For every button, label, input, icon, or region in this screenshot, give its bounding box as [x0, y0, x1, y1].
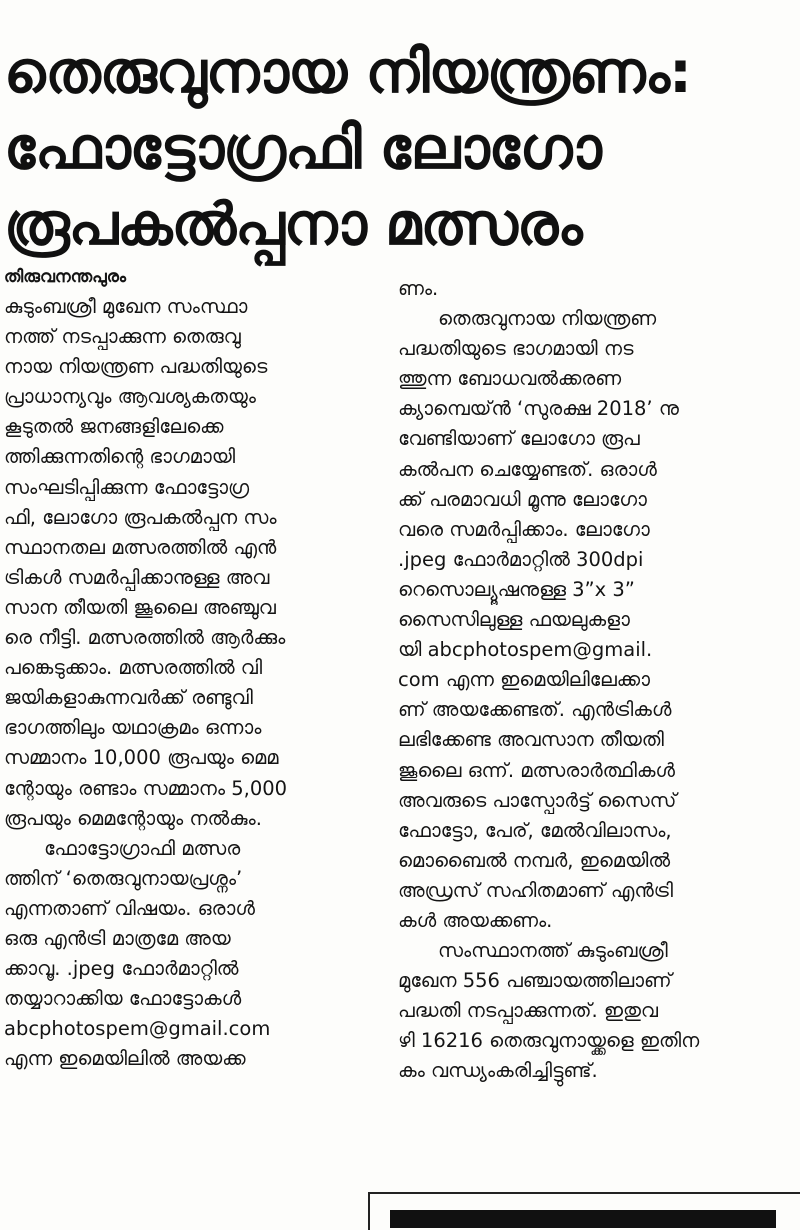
text-line: ഒരു എൻട്രി മാത്രമേ അയ — [4, 926, 231, 950]
text-line: ണ് അയക്കേണ്ടത്. എൻട്രികൾ — [398, 698, 672, 722]
headline-line-2: ഫോട്ടോഗ്രഫി ലോഗോ — [4, 114, 601, 182]
text-line: യി abcphotospem@gmail. — [398, 638, 653, 662]
text-line: ഫി, ലോഗോ രൂപകൽപ്പന സം — [4, 505, 277, 529]
text-line: രെ നീട്ടി. മത്സരത്തിൽ ആർക്കും — [4, 626, 286, 650]
text-line: സംസ്ഥാനത്ത് കുടുംബശ്രീ — [438, 939, 668, 963]
text-line: ഫോട്ടോ, പേര്, മേൽവിലാസം, — [398, 818, 672, 842]
text-line: സംഘടിപ്പിക്കുന്ന ഫോട്ടോഗ്ര — [4, 475, 250, 499]
text-line: സാന തീയതി ജൂലൈ അഞ്ചുവ — [4, 595, 276, 619]
text-line: com എന്ന ഇമെയിലിലേക്കാ — [398, 668, 650, 692]
headline-line-1: തെരുവുനായ നിയന്ത്രണം: — [4, 38, 692, 106]
text-line: സ്ഥാനതല മത്സരത്തിൽ എൻ — [4, 535, 277, 559]
text-line: എന്നതാണ് വിഷയം. ഒരാൾ — [4, 896, 255, 920]
text-line: വേണ്ടിയാണ് ലോഗോ രൂപ — [398, 427, 640, 451]
text-line: എന്ന ഇമെയിലിൽ അയക്ക — [4, 1047, 246, 1071]
text-line: പങ്കെടുക്കാം. മത്സരത്തിൽ വി — [4, 656, 263, 680]
text-line: ക്ക് പരമാവധി മൂന്നു ലോഗോ — [398, 487, 647, 511]
text-line: അഡ്രസ് സഹിതമാണ് എൻട്രി — [398, 878, 674, 902]
text-line: പദ്ധതിയുടെ ഭാഗമായി നട — [398, 337, 634, 361]
next-article-heading-bar — [390, 1210, 776, 1228]
text-line: ട്രികൾ സമർപ്പിക്കാനുള്ള അവ — [4, 565, 270, 589]
article-column-left — [4, 266, 382, 1074]
text-line: തയ്യാറാക്കിയ ഫോട്ടോകൾ — [4, 987, 242, 1011]
text-line: ത്തിന് ‘തെരുവുനായപ്രശ്നം’ — [4, 866, 243, 890]
article-column-right — [398, 274, 778, 1087]
text-line: കൂടുതൽ ജനങ്ങളിലേക്കെ — [4, 415, 224, 439]
text-line: ണം. — [398, 277, 439, 300]
text-line: ക്യാമ്പെയ്ൻ ‘സുരക്ഷ 2018’ നു — [398, 397, 679, 421]
text-line: ജയികളാകുന്നവർക്ക് രണ്ടുവി — [4, 686, 253, 710]
text-line: ഫോട്ടോഗ്രാഫി മത്സര — [44, 836, 241, 860]
text-line: ക്കാവൂ. .jpeg ഫോർമാറ്റിൽ — [4, 957, 239, 981]
text-line: സൈസിലുള്ള ഫയലുകളാ — [398, 608, 630, 632]
text-line: നത്ത് നടപ്പാക്കുന്ന തെരുവു — [4, 325, 241, 349]
text-line: സമ്മാനം 10,000 രൂപയും മെമ — [4, 746, 279, 770]
text-line: ത്തുന്ന ബോധവൽക്കരണ — [398, 367, 622, 391]
paragraph — [4, 292, 382, 1074]
text-line: പദ്ധതി നടപ്പാക്കുന്നത്. ഇതുവ — [398, 999, 659, 1023]
text-line: റെസൊല്യൂഷനുള്ള 3”x 3” — [398, 577, 635, 601]
text-line: ലഭിക്കേണ്ട അവസാന തീയതി — [398, 728, 664, 752]
text-line: രൂപയും മെമന്റോയും നൽകും. — [4, 806, 262, 830]
text-line: ജൂലൈ ഒന്ന്. മത്സരാർത്ഥികൾ — [398, 758, 676, 782]
text-line: കം വന്ധ്യംകരിച്ചിട്ടുണ്ട്. — [398, 1059, 598, 1083]
text-line: കുടുംബശ്രീ മുഖേന സംസ്ഥാ — [4, 295, 248, 318]
text-line: വരെ സമർപ്പിക്കാം. ലോഗോ — [398, 517, 650, 541]
text-line: abcphotospem@gmail.com — [4, 1017, 271, 1041]
text-line: മുഖേന 556 പഞ്ചായത്തിലാണ് — [398, 969, 672, 993]
text-line: പ്രാധാന്യവും ആവശ്യകതയും — [4, 385, 256, 409]
text-line: .jpeg ഫോർമാറ്റിൽ 300dpi — [398, 547, 644, 571]
text-line: തെരുവുനായ നിയന്ത്രണ — [438, 307, 657, 331]
headline — [4, 34, 796, 262]
text-line: ന്റോയും രണ്ടാം സമ്മാനം 5,000 — [4, 776, 288, 800]
headline-line-3: രൂപകൽപ്പനാ മത്സരം — [4, 190, 582, 258]
text-line: ത്തിക്കുന്നതിന്റെ ഭാഗമായി — [4, 445, 236, 469]
text-line: ഴി 16216 തെരുവുനായ്ക്കളെ ഇതിന — [398, 1029, 700, 1053]
text-line: നായ നിയന്ത്രണ പദ്ധതിയുടെ — [4, 355, 268, 379]
text-line: ഭാഗത്തിലും യഥാക്രമം ഒന്നാം — [4, 716, 262, 740]
text-line: മൊബൈൽ നമ്പർ, ഇമെയിൽ — [398, 848, 671, 872]
dateline: തിരുവനന്തപുരം — [4, 267, 126, 287]
text-line: അവരുടെ പാസ്പോർട്ട് സൈസ് — [398, 788, 677, 812]
text-line: കൾ അയക്കണം. — [398, 908, 553, 932]
text-line: കൽപന ചെയ്യേണ്ടത്. ഒരാൾ — [398, 457, 657, 481]
paragraph — [398, 274, 778, 1087]
